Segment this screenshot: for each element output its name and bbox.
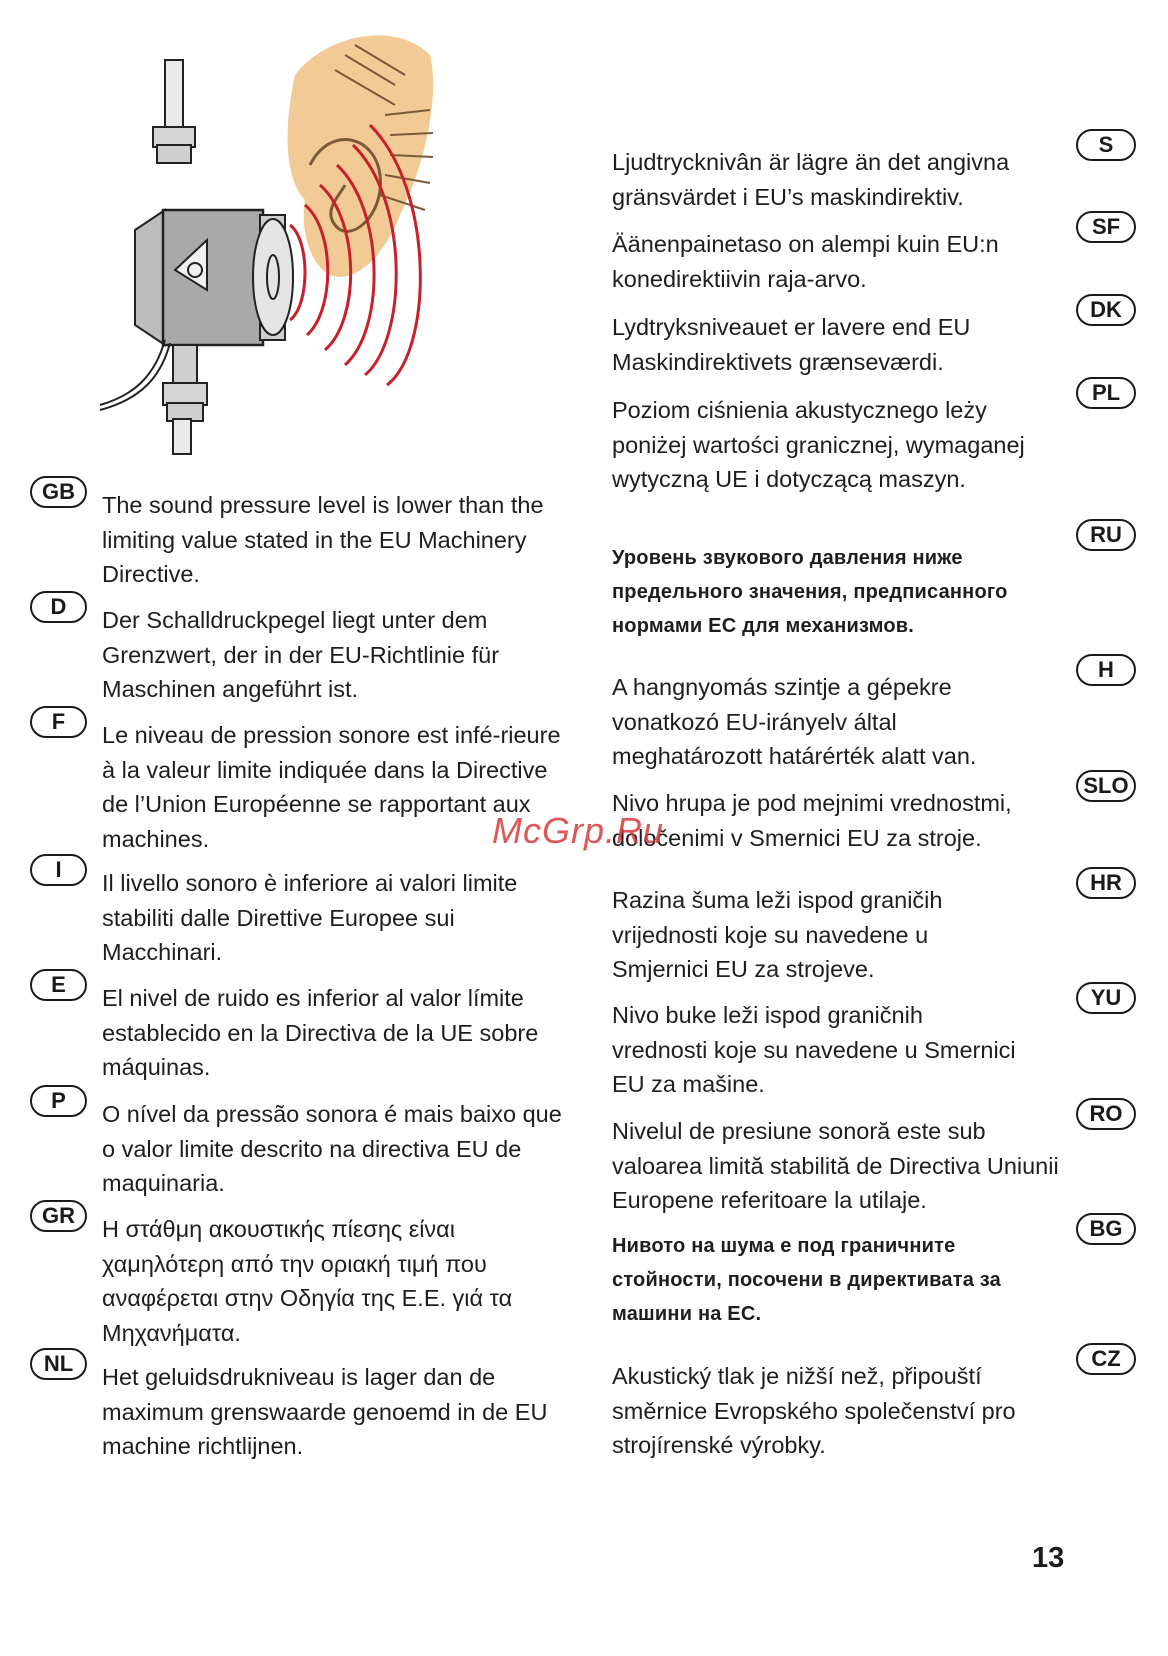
entry-i xyxy=(30,856,562,970)
entry-text-sf: Äänenpainetaso on alempi kuin EU:n konedirektiivin raja-arvo. xyxy=(612,231,999,292)
language-badge-cz: CZ xyxy=(1076,1343,1136,1375)
watermark: McGrp.Ru xyxy=(492,810,665,851)
page-number: 13 xyxy=(1032,1542,1065,1574)
language-badge-s: S xyxy=(1076,129,1136,161)
entry-text-cz: Akustický tlak je nižší než, připouští směrnice Evropského společenství pro strojírenské výrobky. xyxy=(612,1363,1016,1458)
entry-f xyxy=(30,708,562,856)
entry-ro xyxy=(612,1100,1123,1218)
entry-text-nl: Het geluidsdrukniveau is lager dan de maximum grenswaarde genoemd in de EU machine richtlijnen. xyxy=(102,1364,548,1459)
language-badge-bg: BG xyxy=(1076,1213,1136,1245)
entry-dk xyxy=(612,296,1122,379)
entry-e xyxy=(30,971,562,1085)
entry-h xyxy=(612,656,1114,774)
entry-text-f: Le niveau de pression sonore est infé-rieure à la valeur limite indiquée dans la Directive de l’Union Européenne se rapportant aux machines. xyxy=(102,722,561,852)
language-badge-slo: SLO xyxy=(1076,770,1136,802)
entry-text-gr: Η στάθμη ακουστικής πίεσης είναι χαμηλότερη από την οριακή τιμή που αναφέρεται στην Οδηγία της Ε.Ε. γιά τα Μηχανήματα. xyxy=(102,1216,513,1346)
entry-text-bg: Нивото на шума е под граничните стойности, посочени в директивата за машини на ЕС. xyxy=(612,1235,1001,1325)
entry-nl xyxy=(30,1350,562,1464)
entry-cz xyxy=(612,1345,1121,1463)
entry-yu xyxy=(612,984,1122,1102)
entry-text-yu: Nivo buke leži ispod graničnih vrednosti koje su navedene u Smernici EU za mašine. xyxy=(612,1002,1016,1097)
pump-sound-ear-illustration xyxy=(95,15,435,465)
language-badge-f: F xyxy=(30,706,87,738)
pump-icon xyxy=(95,15,435,465)
language-badge-nl: NL xyxy=(30,1348,87,1380)
language-badge-p: P xyxy=(30,1085,87,1117)
entry-text-ru: Уровень звукового давления ниже предельного значения, предписанного нормами ЕС для механизмов. xyxy=(612,547,1008,637)
language-badge-sf: SF xyxy=(1076,211,1136,243)
entry-slo xyxy=(612,772,1129,855)
entry-text-h: A hangnyomás szintje a gépekre vonatkozó EU-irányelv által meghatározott határérték alatt van. xyxy=(612,674,977,769)
entry-text-pl: Poziom ciśnienia akustycznego leży poniżej wartości granicznej, wymaganej wytyczną UE i dotyczącą maszyn. xyxy=(612,397,1025,492)
language-badge-i: I xyxy=(30,854,87,886)
entry-d xyxy=(30,593,562,707)
language-badge-yu: YU xyxy=(1076,982,1136,1014)
language-badge-ro: RO xyxy=(1076,1098,1136,1130)
entry-hr xyxy=(612,869,1122,987)
entry-text-e: El nivel de ruido es inferior al valor límite establecido en la Directiva de la UE sobre máquinas. xyxy=(102,985,539,1080)
language-badge-gb: GB xyxy=(30,476,87,508)
entry-gb xyxy=(30,478,562,592)
entry-s xyxy=(612,131,1114,214)
entry-text-hr: Razina šuma leži ispod graničih vrijednosti koje su navedene u Smjernici EU za strojeve. xyxy=(612,887,943,982)
entry-text-p: O nível da pressão sonora é mais baixo que o valor limite descrito na directiva EU de maquinaria. xyxy=(102,1101,562,1196)
entry-ru xyxy=(612,521,1122,643)
language-badge-d: D xyxy=(30,591,87,623)
entry-text-d: Der Schalldruckpegel liegt unter dem Grenzwert, der in der EU-Richtlinie für Maschinen angeführt ist. xyxy=(102,607,500,702)
language-badge-hr: HR xyxy=(1076,867,1136,899)
language-badge-dk: DK xyxy=(1076,294,1136,326)
entry-sf xyxy=(612,213,1121,296)
language-badge-ru: RU xyxy=(1076,519,1136,551)
entry-text-gb: The sound pressure level is lower than the limiting value stated in the EU Machinery Directive. xyxy=(102,492,544,587)
language-badge-e: E xyxy=(30,969,87,1001)
entry-bg xyxy=(612,1215,1123,1331)
entry-pl xyxy=(612,379,1121,497)
entry-text-ro: Nivelul de presiune sonoră este sub valoarea limită stabilită de Directiva Uniunii Europene referitoare la utilaje. xyxy=(612,1118,1059,1213)
entry-text-dk: Lydtryksniveauet er lavere end EU Maskindirektivets grænseværdi. xyxy=(612,314,971,375)
language-badge-pl: PL xyxy=(1076,377,1136,409)
entry-text-s: Ljudtrycknivân är lägre än det angivna gränsvärdet i EU’s maskindirektiv. xyxy=(612,149,1010,210)
entry-gr xyxy=(30,1202,562,1350)
entry-p xyxy=(30,1087,562,1201)
language-badge-gr: GR xyxy=(30,1200,87,1232)
entry-text-i: Il livello sonoro è inferiore ai valori limite stabiliti dalle Direttive Europee sui Macchinari. xyxy=(102,870,518,965)
entry-text-slo: Nivo hrupa je pod mejnimi vrednostmi, določenimi v Smernici EU za stroje. xyxy=(612,790,1012,851)
language-badge-h: H xyxy=(1076,654,1136,686)
